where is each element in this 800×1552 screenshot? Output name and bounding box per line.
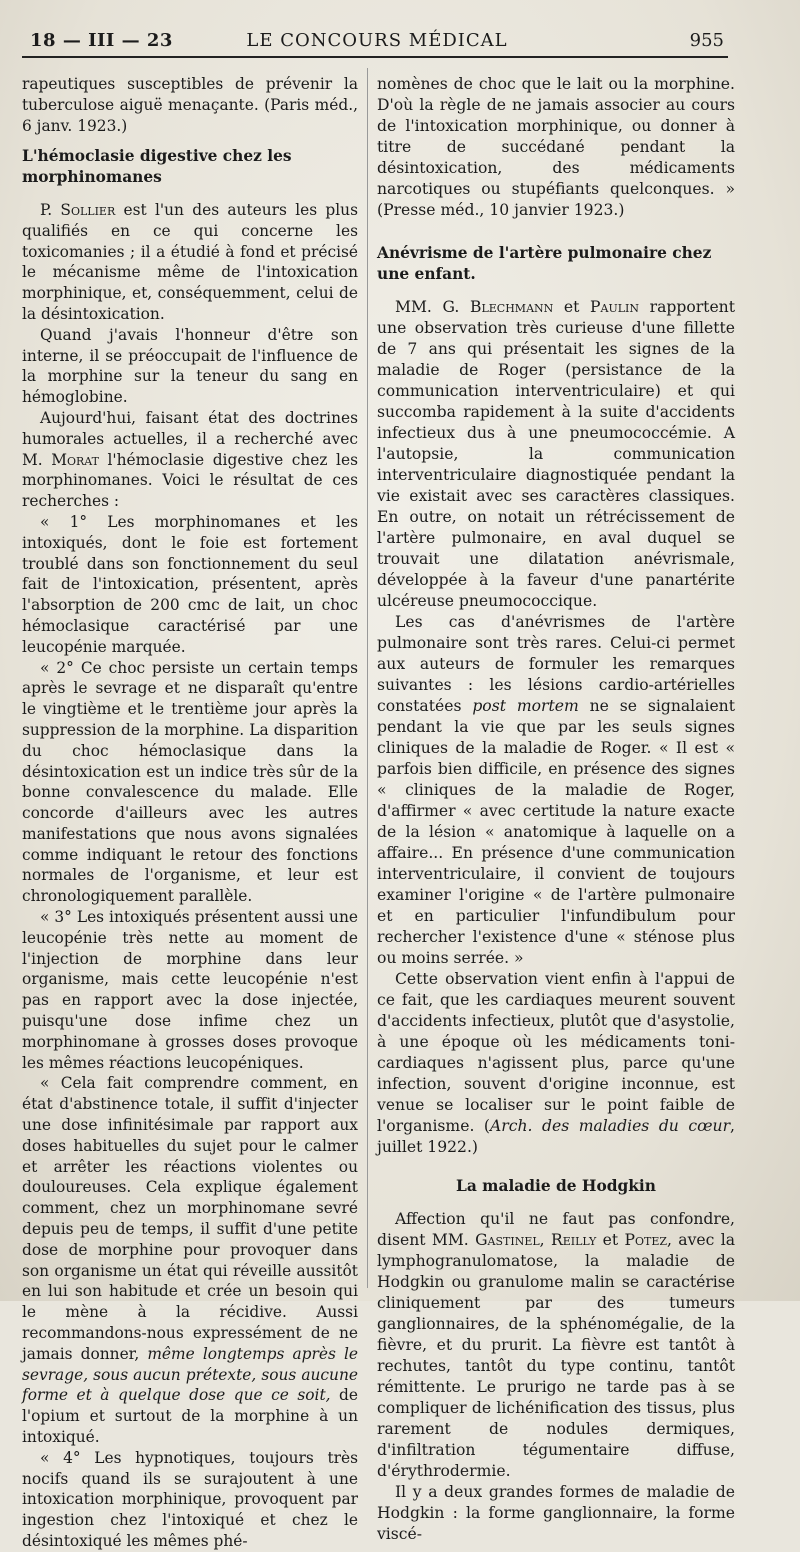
page-header bbox=[30, 28, 724, 56]
italic-text: Arch. des maladies du cœur bbox=[490, 1117, 731, 1135]
paragraph-point-3: « 3° Les intoxiqués présentent aussi une leucopénie très nette au moment de l'injection de morphine dans leur organisme, mais cette leucopénie n'est pas en rapport avec la dose injectée, puisqu'une dose infime chez un morphinomane à grosses doses provoque les mêmes réactions leucopéniques. bbox=[22, 908, 358, 1072]
paragraph-aujourdhui bbox=[22, 408, 358, 512]
paragraph-text: Les cas d'anévrismes de l'artère pulmonaire sont très rares. Celui-ci permet aux auteurs de formuler les remarques suivantes : les lésions cardio-artérielles constatées bbox=[377, 613, 735, 715]
paragraph-formes: Il y a deux grandes formes de maladie de Hodgkin : la forme ganglionnaire, la forme viscé- bbox=[377, 1483, 735, 1543]
header-rule bbox=[22, 56, 728, 58]
author-name: Paulin bbox=[590, 298, 639, 316]
paragraph-continuation: rapeutiques susceptibles de prévenir la tuberculose aiguë menaçante. (Paris méd., 6 janv. 1923.) bbox=[22, 75, 358, 135]
right-column bbox=[377, 74, 735, 1545]
journal-title: LE CONCOURS MÉDICAL bbox=[246, 30, 508, 51]
paragraph-text: et bbox=[553, 298, 591, 316]
paragraph-text: de l'opium et surtout de la morphine à un intoxiqué. bbox=[22, 1386, 358, 1446]
author-name: Blechmann bbox=[470, 298, 554, 316]
paragraph-abstinence bbox=[22, 1073, 358, 1447]
paragraph-text: , juillet 1922.) bbox=[377, 1117, 735, 1156]
paragraph-text: ne se signalaient pendant la vie que par les seuls signes cliniques de la maladie de Roger. « Il est « parfois bien difficile, en présence des signes « cliniques de la maladie de Roger, d'affirmer « avec certitude la nature exacte de la lésion « anatomique à laquelle on a affaire... En présence d'une communication interventriculaire, il convient de toujours examiner l'origine « de l'artère pulmonaire et en particulier l'infundibulum pour rechercher l'existence d'une « sténose plus ou moins serrée. » bbox=[377, 697, 735, 967]
paragraph-text: Aujourd'hui, faisant état des doctrines humorales actuelles, il a recherché avec M. bbox=[22, 408, 358, 469]
italic-text: post mortem bbox=[472, 697, 579, 715]
paragraph-continuation: nomènes de choc que le lait ou la morphine. D'où la règle de ne jamais associer au cours de l'intoxication morphinique, ou donner à titre de succédané pendant la désintoxication, des médicaments narcotiques ou stupéfiants quelconques. » (Presse méd., 10 janvier 1923.) bbox=[377, 75, 735, 219]
author-name: Reilly bbox=[550, 1231, 597, 1249]
section-heading-anevrisme: Anévrisme de l'artère pulmonaire chez une enfant. bbox=[377, 244, 712, 283]
issue-date: 18 — III — 23 bbox=[30, 30, 173, 51]
column-divider bbox=[367, 68, 368, 1288]
author-name: Potez bbox=[624, 1231, 667, 1249]
section-heading-hemoclasie: L'hémoclasie digestive chez les morphinomanes bbox=[22, 147, 292, 187]
paragraph-blechmann bbox=[377, 297, 735, 612]
spacer bbox=[377, 221, 735, 233]
paragraph-sollier bbox=[22, 200, 358, 325]
paragraph-point-2: « 2° Ce choc persiste un certain temps après le sevrage et ne disparaît qu'entre le vingtième et le trentième jour après la suppression de la morphine. La disparition du choc hémoclasique dans la désintoxication est un indice très sûr de la bonne convalescence du malade. Elle concorde d'ailleurs avec les autres manifestations que nous avons signalées comme indiquant le retour des fonctions normales de l'organisme, et leur est chronologiquement parallèle. bbox=[22, 658, 358, 906]
paragraph-text: et bbox=[596, 1231, 625, 1249]
section-heading-hodgkin: La maladie de Hodgkin bbox=[456, 1177, 656, 1195]
paragraph-point-4: « 4° Les hypnotiques, toujours très nocifs quand ils se surajoutent à une intoxication morphinique, provoquent par ingestion chez l'intoxiqué et chez le désintoxiqué les mêmes phé- bbox=[22, 1448, 358, 1550]
paragraph-text: Affection qu'il ne faut pas confondre, disent MM. bbox=[377, 1210, 735, 1249]
paragraph-text: rapportent une observation très curieuse d'une fillette de 7 ans qui présentait les signes de la maladie de Roger (persistance de la communication interventriculaire) et qui succomba rapidement à la suite d'accidents infectieux dus à une pneumococcémie. A l'autopsie, la communication interventriculaire diagnostiquée pendant la vie existait avec ses caractères classiques. En outre, on notait un rétrécissement de l'artère pulmonaire, en aval duquel se trouvait une dilatation anévrismale, développée à la faveur d'une panartérite ulcéreuse pneumococcique. bbox=[377, 298, 735, 610]
page-number: 955 bbox=[689, 30, 724, 51]
author-name: Gastinel bbox=[475, 1231, 540, 1249]
author-name: Morat bbox=[51, 450, 99, 469]
left-column bbox=[22, 74, 358, 1552]
paragraph-text: , bbox=[539, 1231, 551, 1249]
paragraph-observation bbox=[377, 969, 735, 1158]
paragraph-hodgkin bbox=[377, 1209, 735, 1482]
paragraph-text: Cette observation vient enfin à l'appui de ce fait, que les cardiaques meurent souvent d'accidents infectieux, plutôt que d'asystolie, à une époque où les médicaments toni-cardiaques n'agissent plus, parce qu'une infection, souvent d'origine inconnue, est venue se localiser sur le point faible de l'organisme. ( bbox=[377, 970, 735, 1135]
paragraph-point-1: « 1° Les morphinomanes et les intoxiqués, dont le foie est fortement troublé dans son fonctionnement du seul fait de l'intoxication, présentent, après l'absorption de 200 cmc de lait, un choc hémoclasique caractérisé par une leucopénie marquée. bbox=[22, 512, 358, 656]
paragraph-text: , avec la lymphogranulomatose, la maladie de Hodgkin ou granulome malin se caractérise cliniquement par des tumeurs ganglionnaires, de la sphénomégalie, de la fièvre, et du prurit. La fièvre est tantôt à rechutes, tantôt du type continu, tantôt rémittente. Le prurigo ne tarde pas à se compliquer de lichénification des tissus, plus rarement de nodules dermiques, d'infiltration tégumentaire diffuse, d'érythrodermie. bbox=[377, 1231, 735, 1480]
paragraph-interne: Quand j'avais l'honneur d'être son interne, il se préoccupait de l'influence de la morphine sur la teneur du sang en hémoglobine. bbox=[22, 325, 358, 407]
paragraph-cas-rares bbox=[377, 612, 735, 969]
paragraph-text: « Cela fait comprendre comment, en état d'abstinence totale, il suffit d'injecter une dose infinitésimale par rapport aux doses habituelles du sujet pour le calmer et arrêter les réactions violentes ou douloureuses. Cela explique également comment, chez un morphinomane sevré depuis peu de temps, il suffit d'une petite dose de morphine pour provoquer dans son organisme un état qui réveille aussitôt en lui son habitude et crée un besoin qui le mène à la récidive. Aussi recommandons-nous expressément de ne jamais donner, bbox=[22, 1074, 358, 1363]
paragraph-text: MM. G. bbox=[395, 298, 470, 316]
paragraph-text: est l'un des auteurs les plus qualifiés en ce qui concerne les toxicomanies ; il a étudié à fond et précisé le mécanisme même de l'intoxication morphinique, et, conséquemment, celui de la désintoxication. bbox=[22, 200, 358, 323]
italic-text: même longtemps après le sevrage, sous aucun prétexte, sous aucune forme et à quelque dose que ce soit, bbox=[22, 1344, 359, 1405]
author-name: P. Sollier bbox=[40, 200, 116, 219]
paragraph-text: l'hémoclasie digestive chez les morphinomanes. Voici le résultat de ces recherches : bbox=[22, 450, 358, 511]
